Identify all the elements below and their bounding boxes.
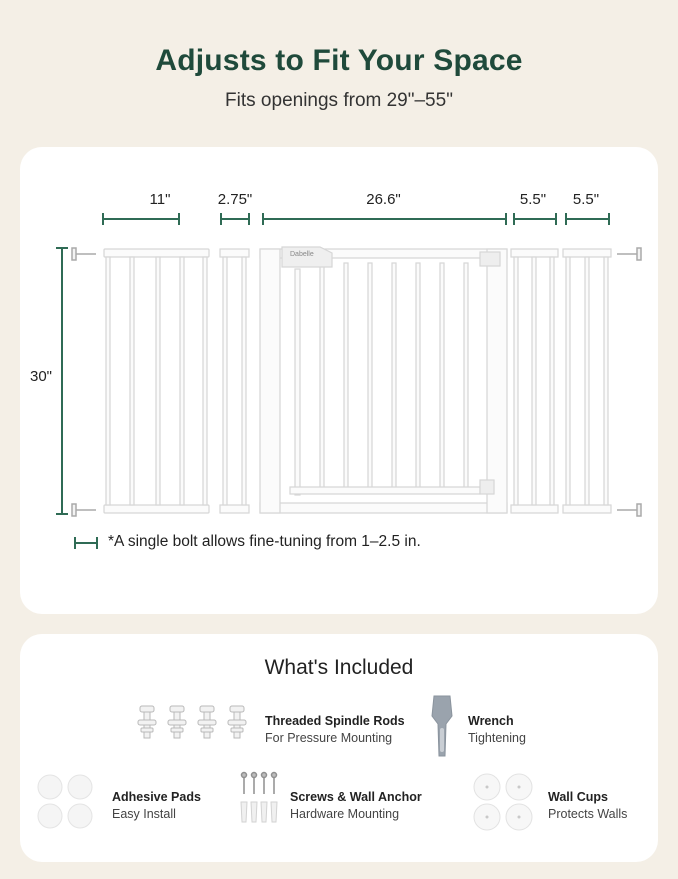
bolt-note: *A single bolt allows fine-tuning from 1–2.5 in. [108,533,421,550]
item-subtitle-wall-cups: Protects Walls [548,807,628,821]
screw-icon [238,770,282,830]
dimensions-card [20,147,658,614]
item-title-screws: Screws & Wall Anchor [290,790,422,804]
right-spindle-rods [617,248,641,516]
page-subtitle: Fits openings from 29"–55" [225,90,453,111]
width-label-extension-11: 11" [149,191,171,208]
item-title-spindle-rods: Threaded Spindle Rods [265,714,405,728]
extension-5-5-panel-a [511,249,558,513]
item-subtitle-spindle-rods: For Pressure Mounting [265,731,393,745]
item-subtitle-adhesive-pads: Easy Install [112,807,176,821]
item-subtitle-wrench: Tightening [468,731,526,745]
height-label-30: 30" [29,368,52,385]
left-spindle-rods [72,248,96,516]
main-gate-panel [260,247,507,513]
extension-11-panel [104,249,209,513]
spindle-rod-icon [136,702,254,758]
baby-gate-illustration [20,237,658,537]
section-title: What's Included [264,656,414,679]
item-title-wrench: Wrench [468,714,514,728]
item-title-adhesive-pads: Adhesive Pads [112,790,201,804]
item-subtitle-screws: Hardware Mounting [290,807,400,821]
width-label-gate-26-6: 26.6" [366,191,401,208]
wrench-icon [430,694,454,758]
extension-2-75-panel [220,249,249,513]
width-label-extension-5-5-b: 5.5" [572,191,600,208]
extension-5-5-panel-b [563,249,611,513]
width-label-extension-5-5-a: 5.5" [519,191,547,208]
wall-cup-icon [472,772,534,832]
item-title-wall-cups: Wall Cups [548,790,608,804]
page-title: Adjusts to Fit Your Space [155,44,523,77]
whats-included-card [20,634,658,862]
width-label-extension-2-75: 2.75" [217,191,253,208]
adhesive-pad-icon [36,774,96,830]
gate-brand-label: Dabelle [290,251,314,258]
